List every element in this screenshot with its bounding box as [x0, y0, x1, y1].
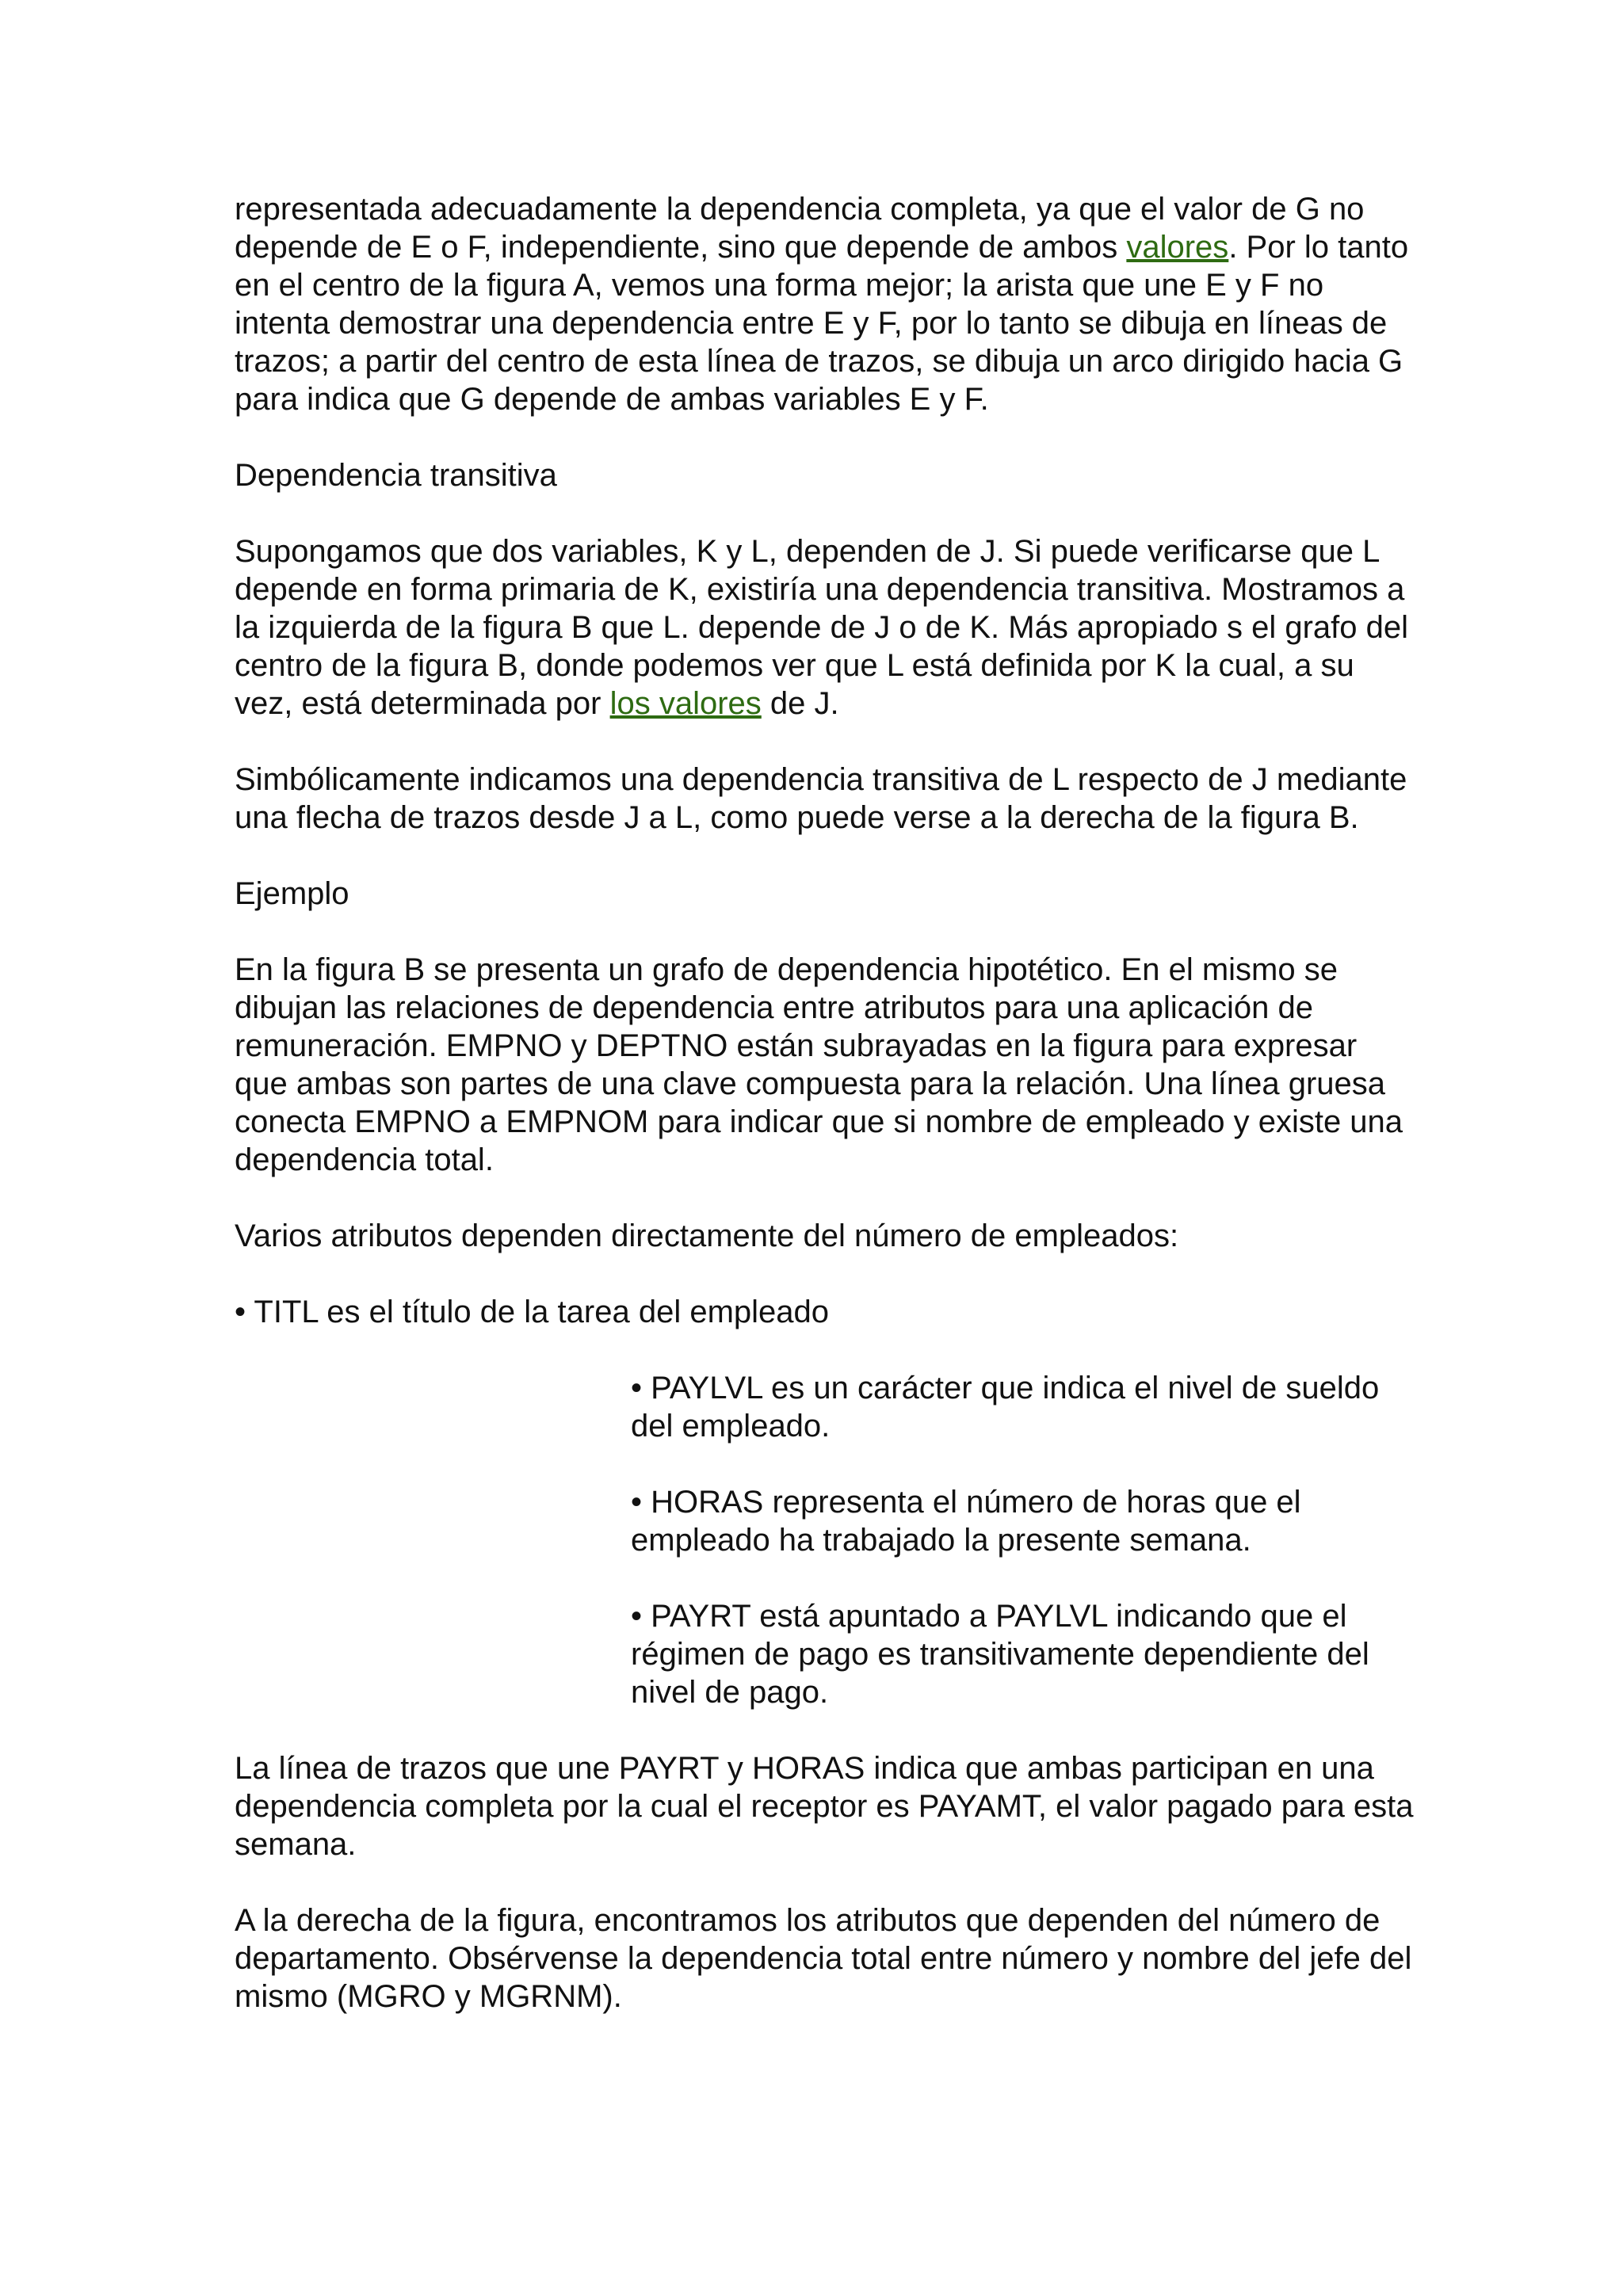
- paragraph-text: de J.: [761, 686, 839, 721]
- link-valores[interactable]: valores: [1126, 230, 1229, 265]
- paragraph-varios-atributos: Varios atributos dependen directamente del número de empleados:: [235, 1219, 1179, 1253]
- paragraph-dependencia-completa: [235, 190, 1415, 418]
- paragraph-text: representada adecuadamente la dependencia completa, ya que el valor de G no depende de E o F, independiente, sino que depende de ambos: [235, 192, 1365, 265]
- bullet-paylvl: • PAYLVL es un carácter que indica el nivel de sueldo del empleado.: [631, 1371, 1380, 1444]
- bullet-payrt: • PAYRT está apuntado a PAYLVL indicando que el régimen de pago es transitivamente dependiente del nivel de pago.: [631, 1599, 1369, 1710]
- heading-ejemplo: Ejemplo: [235, 876, 349, 911]
- paragraph-ejemplo: En la figura B se presenta un grafo de dependencia hipotético. En el mismo se dibujan las relaciones de dependencia entre atributos para una aplicación de remuneración. EMPNO y DEPTNO están subrayadas en la figura para expresar que ambas son partes de una clave compuesta para la relación. Una línea gruesa conecta EMPNO a EMPNOM para indicar que si nombre de empleado y existe una dependencia total.: [235, 952, 1403, 1177]
- bullet-horas: • HORAS representa el número de horas que el empleado ha trabajado la presente semana.: [631, 1485, 1301, 1558]
- paragraph-transitiva: [235, 532, 1415, 723]
- paragraph-departamento: A la derecha de la figura, encontramos los atributos que dependen del número de departamento. Obsérvense la dependencia total entre número y nombre del jefe del mismo (MGRO y MGRNM).: [235, 1903, 1412, 2014]
- paragraph-simbolicamente: Simbólicamente indicamos una dependencia transitiva de L respecto de J mediante una flecha de trazos desde J a L, como puede verse a la derecha de la figura B.: [235, 762, 1407, 835]
- document-body: [235, 190, 1415, 2054]
- link-los-valores[interactable]: los valores: [609, 686, 762, 721]
- paragraph-linea-trazos: La línea de trazos que une PAYRT y HORAS indica que ambas participan en una dependencia completa por la cual el receptor es PAYAMT, el valor pagado para esta semana.: [235, 1751, 1414, 1862]
- heading-dependencia-transitiva: Dependencia transitiva: [235, 458, 557, 493]
- paragraph-text: . Por lo tanto en el centro de la figura A, vemos una forma mejor; la arista que une E y F no intenta demostrar una dependencia entre E y F, por lo tanto se dibuja en líneas de trazos; a partir del centro de esta línea de trazos, se dibuja un arco dirigido hacia G para indica que G depende de ambas variables E y F.: [235, 230, 1409, 417]
- bullet-titl: • TITL es el título de la tarea del empleado: [235, 1295, 829, 1329]
- paragraph-text: Supongamos que dos variables, K y L, dependen de J. Si puede verificarse que L depende en forma primaria de K, existiría una dependencia transitiva. Mostramos a la izquierda de la figura B que L. depende de J o de K. Más apropiado s el grafo del centro de la figura B, donde podemos ver que L está definida por K la cual, a su vez, está determinada por: [235, 534, 1408, 721]
